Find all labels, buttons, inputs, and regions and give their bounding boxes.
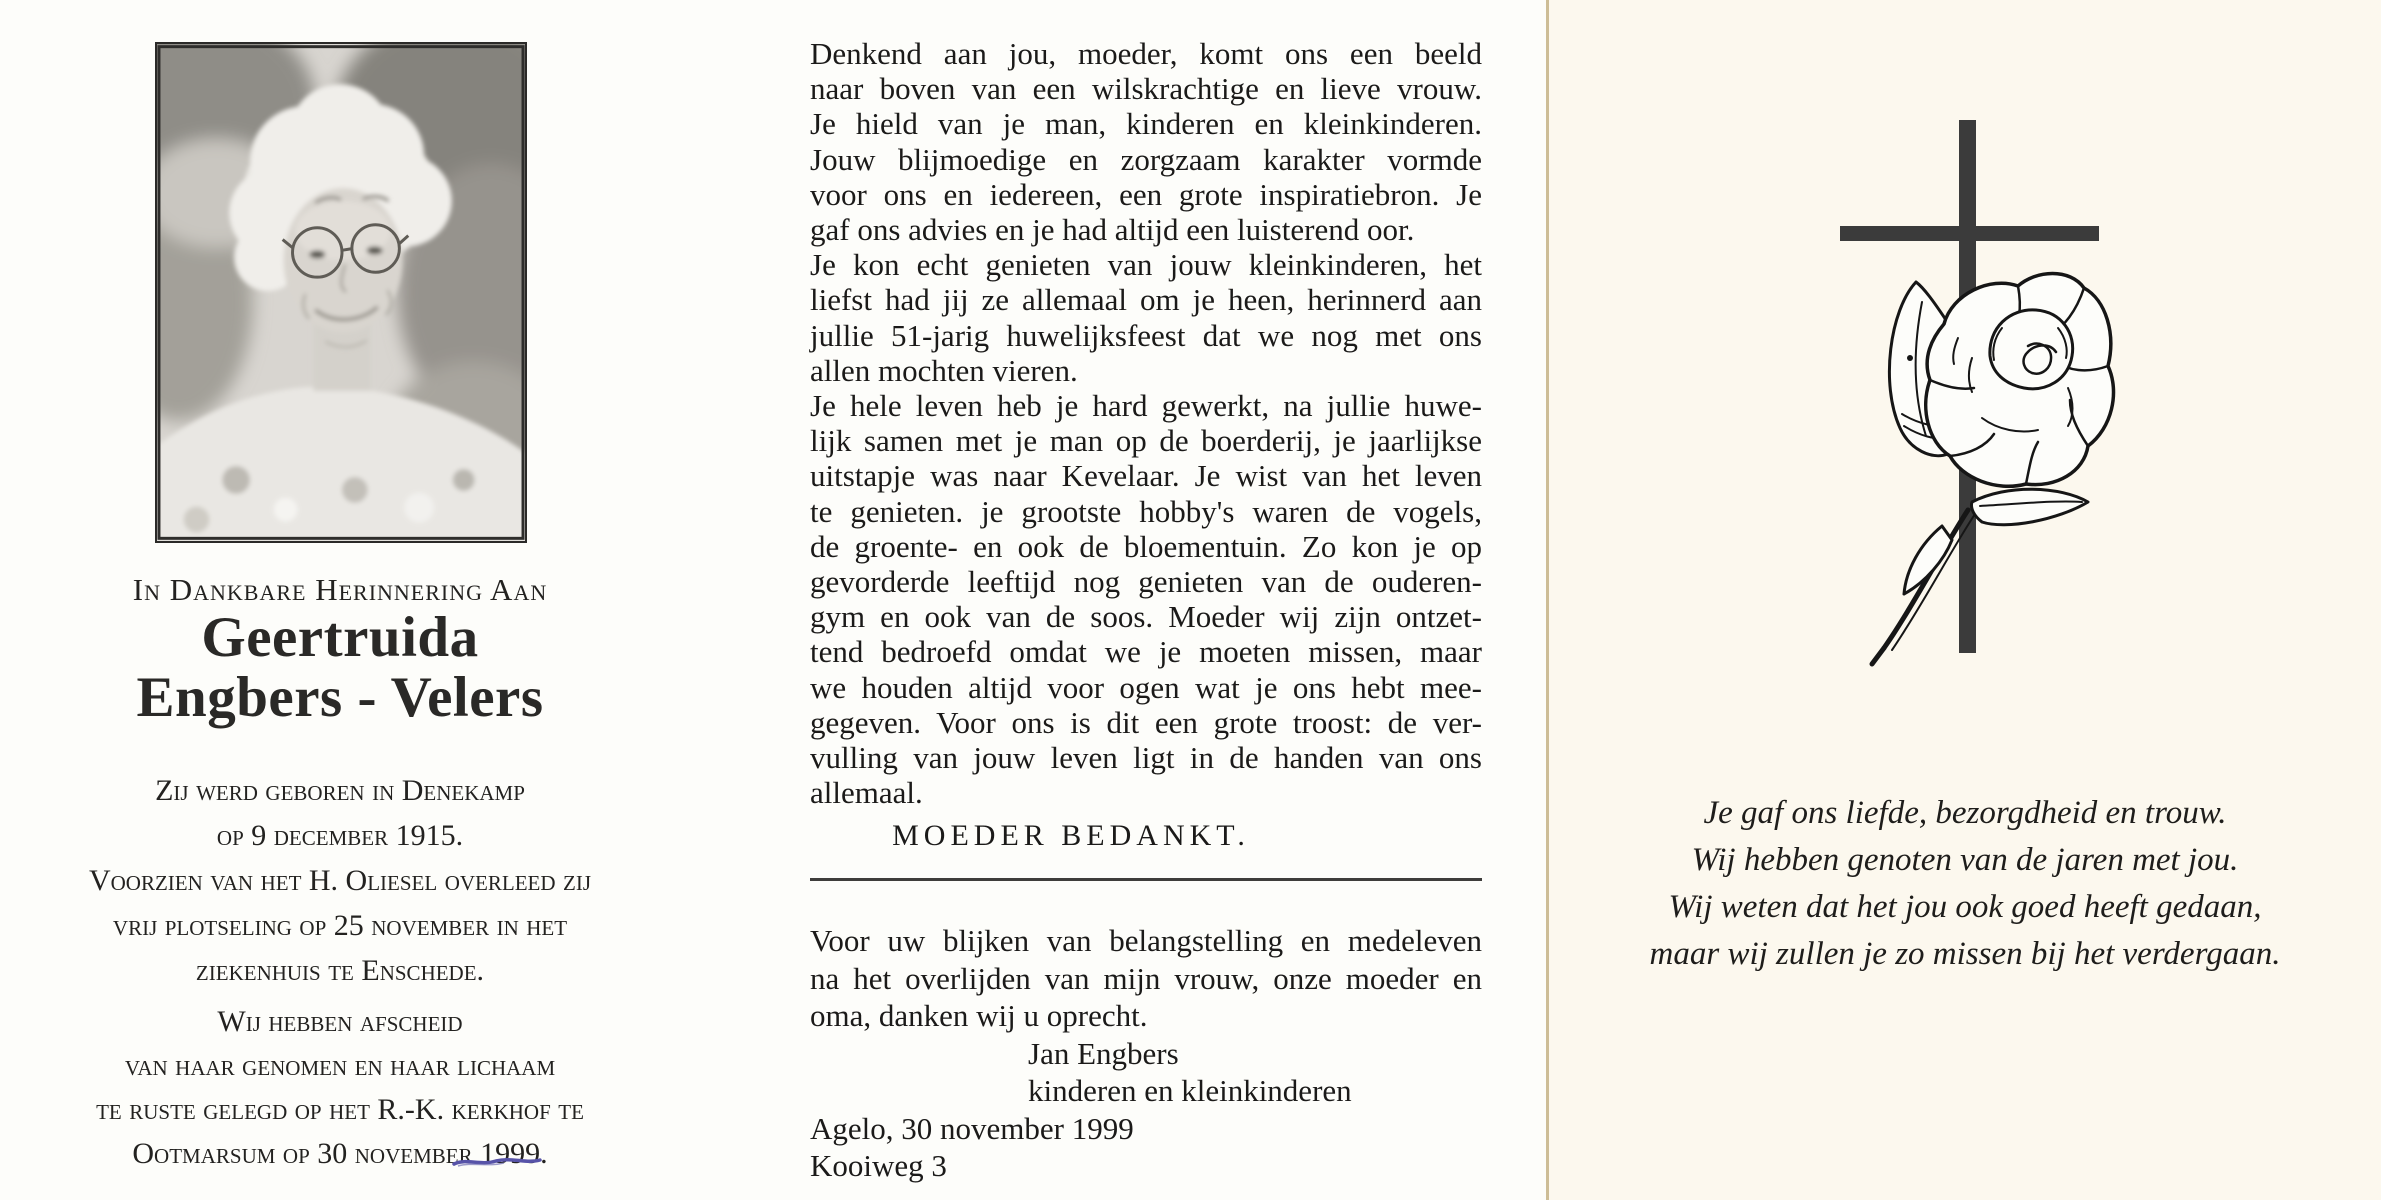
text-line: gegeven. Voor ons is dit een grote troost: de ver-	[810, 704, 1482, 740]
text-line: na het overlijden van mijn vrouw, onze moeder en	[810, 960, 1482, 996]
text-line: maar wij zullen je zo missen bij het verdergaan.	[1649, 936, 2281, 972]
text-line: Ootmarsum op 30 november 1999.	[132, 1137, 548, 1170]
text-line: de groente- en ook de bloementuin. Zo kon je op	[810, 528, 1482, 564]
text-line: Je hield van je man, kinderen en kleinkinderen.	[810, 106, 1482, 142]
text-line: allemaal.	[810, 775, 923, 811]
signature-block	[810, 1035, 1482, 1110]
memorial-paragraph	[810, 36, 1482, 810]
memorial-heading: In Dankbare Herinnering Aan	[132, 572, 548, 607]
text-line: gevorderde leeftijd nog genieten van de ouderen-	[810, 564, 1482, 600]
poem	[1560, 790, 2370, 978]
text-line: we houden altijd voor ogen wat je ons hebt mee-	[810, 669, 1482, 705]
portrait-photo	[155, 42, 527, 543]
text-line: liefst had jij ze allemaal om je heen, herinnerd aan	[810, 282, 1482, 318]
text-line: ziekenhuis te Enschede.	[195, 954, 485, 987]
text-line: tend bedroefd omdat we je moeten missen, maar	[810, 634, 1482, 670]
text-line: oma, danken wij u oprecht.	[810, 998, 1148, 1033]
text-line: op 9 december 1915.	[216, 819, 464, 852]
memorial-text	[810, 36, 1482, 881]
text-line: te ruste gelegd op het R.-K. kerkhof te	[96, 1093, 584, 1126]
text-line: Wij hebben genoten van de jaren met jou.	[1691, 842, 2239, 878]
text-line: Zij werd geboren in Denekamp	[155, 774, 525, 807]
text-line: gym en ook van de soos. Moeder wij zijn ontzet-	[810, 599, 1482, 635]
separator-rule	[810, 878, 1482, 881]
text-line: van haar genomen en haar lichaam	[124, 1049, 556, 1082]
text-line: naar boven van een wilskrachtige en lieve vrouw.	[810, 71, 1482, 107]
deceased-first-name: Geertruida	[201, 606, 479, 669]
deceased-last-name: Engbers - Velers	[136, 666, 544, 729]
text-line: Jan Engbers	[1028, 1035, 1179, 1071]
text-line: te genieten. je grootste hobby's waren de vogels,	[810, 493, 1482, 529]
text-line: Je hele leven heb je hard gewerkt, na jullie huwe-	[810, 388, 1482, 424]
text-line: Wij weten dat het jou ook goed heeft gedaan,	[1668, 889, 2262, 925]
text-line: Jouw blijmoedige en zorgzaam karakter vormde	[810, 141, 1482, 177]
text-line: gaf ons advies en je had altijd een luisterend oor.	[810, 212, 1415, 248]
text-line: Voor uw blijken van belangstelling en medeleven	[810, 923, 1482, 958]
page-fold-divider	[1546, 0, 1549, 1200]
text-line: Je kon echt genieten van jouw kleinkinderen, het	[810, 247, 1482, 283]
text-line: Wij hebben afscheid	[217, 1005, 463, 1038]
rose-icon	[1872, 274, 2114, 665]
text-line: Voorzien van het H. Oliesel overleed zij	[88, 864, 592, 897]
text-line: jullie 51-jarig huwelijksfeest dat we nog met ons	[810, 317, 1482, 353]
text-line: vrij plotseling op 25 november in het	[112, 909, 568, 942]
farewell-details	[10, 1000, 670, 1176]
acknowledgment-text	[810, 922, 1482, 1035]
cross-and-rose-illustration	[1822, 58, 2122, 668]
pen-mark	[452, 1155, 542, 1169]
text-line: vulling van jouw leven ligt in de handen van ons	[810, 740, 1482, 776]
text-line: allen mochten vieren.	[810, 352, 1078, 388]
place-date: Agelo, 30 november 1999	[810, 1110, 1134, 1146]
address: Kooiweg 3	[810, 1148, 947, 1183]
text-line: Denkend aan jou, moeder, komt ons een beeld	[810, 36, 1482, 71]
portrait-photo-image	[157, 44, 525, 541]
text-line: lijk samen met je man op de boerderij, je jaarlijkse	[810, 423, 1482, 459]
text-line: voor ons en iedereen, een grote inspiratiebron. Je	[810, 176, 1482, 212]
closing-line: MOEDER BEDANKT.	[892, 819, 1250, 853]
text-line: Je gaf ons liefde, bezorgdheid en trouw.	[1703, 795, 2227, 831]
text-line: kinderen en kleinkinderen	[1028, 1073, 1352, 1108]
deceased-name	[15, 608, 665, 728]
acknowledgment-section	[810, 922, 1482, 1185]
birth-details	[10, 768, 670, 993]
text-line: uitstapje was naar Kevelaar. Je wist van het leven	[810, 458, 1482, 494]
